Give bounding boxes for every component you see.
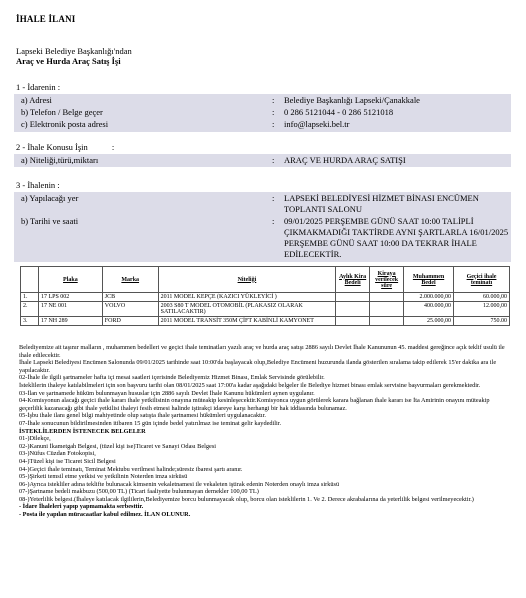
table-row (21, 302, 510, 317)
venue-value: LAPSEKİ BELEDİYESİ HİZMET BİNASI ENCÜMEN TOPLANTI SALONU (284, 193, 479, 214)
closing-note-2: - Posta ile yapılan müracaatlar kabul edilmez. İLAN OLUNUR. (19, 511, 191, 519)
cell-index: 2. (21, 302, 39, 317)
col-header-deposit: Geçici ihale teminatı (454, 267, 510, 293)
cell-nature: 2011 MODEL TRANSİT 350M ÇİFT KABİNLİ KAMYONET (158, 317, 336, 326)
cell-nature: 2003 S80 T MODEL OTOMOBİL (PLAKASIZ OLARAK SATILACAKTIR) (158, 302, 336, 317)
address-value: Belediye Başkanlığı Lapseki/Çanakkale (284, 95, 420, 105)
section-2-heading-text: 2 - İhale Konusu İşin (16, 142, 88, 152)
closing-note-1: - İdare İhaleleri yapıp yapmamakta serbesttir. (19, 503, 144, 511)
document-item: 04-)Geçici ihale teminatı, Teminat Mektubu verilmesi halinde;süresiz ibaresi şartı aranır. (19, 465, 243, 473)
cell-rent-period (370, 317, 404, 326)
col-header-index (21, 267, 39, 293)
colon: : (111, 142, 115, 152)
cell-rent-period (370, 293, 404, 302)
document-item: 07-)Şartname bedeli makbuzu (500,00 TL) (Ticari faaliyette bulunmayan dernekler 100,00 TL) (19, 488, 259, 496)
colon: : (272, 107, 275, 117)
colon: : (272, 193, 275, 203)
paragraph: İsteklilerin ihaleye katılabilmeleri için son başvuru tarihi olan 08/01/2025 saat 17:00'a kadar aşağıdaki belgeler ile Belediye hizmet binası emlak servisine başvurmaları gerekmektedir. (19, 381, 481, 389)
cell-estimated-value: 25.000,00 (404, 317, 454, 326)
paragraph: 02-İhale ile ilgili şartnameler hafta içi mesai saatleri içerisinde Belediyemiz Hizmet Binası, Emlak Servisinde görülebilir. (19, 374, 325, 382)
table-header-row (21, 267, 510, 293)
section-3-heading: 3 - İhalenin : (16, 180, 60, 190)
cell-deposit: 750.00 (454, 317, 510, 326)
nature-value: ARAÇ VE HURDA ARAÇ SATIŞI (284, 155, 406, 165)
datetime-label: b) Tarihi ve saati (21, 216, 79, 226)
document-item: 04-)Tüzel kişi ise Ticaret Sicil Belgesi (19, 457, 116, 465)
cell-plate: 17 NH 289 (38, 317, 102, 326)
col-header-nature: Niteliği (158, 267, 336, 293)
cell-deposit: 12.000,00 (454, 302, 510, 317)
terms-text (19, 344, 512, 519)
paragraph: İhale Lapseki Belediyesi Encümen Salonunda 09/01/2025 tarihinde saat 10:00'da başlayacak olup,Belediye Encümeni huzurunda ilanda gösterilen sıralama takip edilerek 15'er dakika ara ile yapılacaktır. (19, 359, 497, 374)
cell-monthly-rent (336, 302, 370, 317)
items-table (20, 266, 510, 326)
cell-estimated-value: 400.000,00 (404, 302, 454, 317)
col-header-brand: Marka (102, 267, 158, 293)
cell-brand: JCB (102, 293, 158, 302)
document-item: 06-)Ayrıca istekliler adına teklifte bulunacak kimsenin vekaletnamesi ile vekaleten iştirak edenin Noterden onaylı imza sirküsü (19, 480, 340, 488)
documents-heading: İSTEKLİLERDEN İSTENECEK BELGELER (19, 427, 146, 435)
cell-monthly-rent (336, 293, 370, 302)
section-2-heading (16, 142, 114, 152)
cell-rent-period (370, 302, 404, 317)
phone-value: 0 286 5121044 - 0 286 5121018 (284, 107, 394, 117)
nature-label: a) Niteliği,türü,miktarı (21, 155, 99, 165)
cell-index: 3. (21, 317, 39, 326)
issuer-name: Lapseki Belediye Başkanlığı'ndan (16, 46, 132, 56)
document-item: 05-)Şirketi temsil etme yetkisi ve yetkilinin Noterden imza sirküsü (19, 473, 188, 481)
cell-nature: 2011 MODEL KEPÇE (KAZICI YÜKLEYİCİ ) (158, 293, 336, 302)
address-label: a) Adresi (21, 95, 52, 105)
paragraph: Belediyemize ait taşınır malların , muhammen bedelleri ve geçici ihale teminatları yazılı araç ve hurda araç satışı 2886 sayılı Devlet İhale Kanununun 45. maddesi gereğince açık teklif usulü ile ihale edilecektir. (19, 344, 505, 359)
col-header-plate: Plaka (38, 267, 102, 293)
paragraph: 03-İlan ve şartnamede hüküm bulunmayan hususlar için 2886 sayılı Devlet İhale Kanunu hükümleri aynen uygulanır. (19, 389, 315, 397)
paragraph: 07-İhale sonucunun bildirilmesinden itibaren 15 gün içinde bedel yatırılmaz ise teminat gelir kaydedilir. (19, 419, 282, 427)
cell-brand: FORD (102, 317, 158, 326)
announcement-title: İHALE İLANI (16, 14, 76, 24)
document-item: 02-)Kanuni İkametgah Belgesi, (tüzel kişi ise)Ticaret ve Sanayi Odası Belgesi (19, 442, 217, 450)
section-1-heading: 1 - İdarenin : (16, 82, 61, 92)
document-item: 08-)Yeterlilik belgesi.(İhaleye katılacak ilgililerin,Belediyemize borcu bulunmayacak olup, borcu olan isteklilerin 1. Ve 2. Derece akrabalarına da yeterlilik belgesi verilmeyecektir.) (19, 495, 474, 503)
phone-label: b) Telefon / Belge geçer (21, 107, 103, 117)
cell-estimated-value: 2.000.000,00 (404, 293, 454, 302)
document-item: 03-)Nüfus Cüzdan Fotokopisi, (19, 450, 96, 458)
cell-plate: 17 NE 001 (38, 302, 102, 317)
venue-label: a) Yapılacağı yer (21, 193, 79, 203)
table-row (21, 293, 510, 302)
cell-deposit: 60.000,00 (454, 293, 510, 302)
document-item: 01-)Dilekçe, (19, 435, 51, 443)
table-row (21, 317, 510, 326)
cell-monthly-rent (336, 317, 370, 326)
announcement-subject: Araç ve Hurda Araç Satış İşi (16, 56, 121, 66)
email-value: info@lapseki.bel.tr (284, 119, 350, 129)
datetime-value: 09/01/2025 PERŞEMBE GÜNÜ SAAT 10:00 TALİPLİ ÇIKMAKMADIĞI TAKTİRDE AYNI ŞARTLARLA 16/01/2025 PERŞEMBE GÜNÜ SAAT 10:00 DA TEKRAR İHALE EDİLECEKTİR. (284, 216, 509, 259)
cell-index: 1. (21, 293, 39, 302)
col-header-estimated-value: Muhammen Bedel (404, 267, 454, 293)
colon: : (272, 95, 275, 105)
colon: : (272, 155, 275, 165)
col-header-monthly-rent: Aylık Kira Bedeli (336, 267, 370, 293)
email-label: c) Elektronik posta adresi (21, 119, 109, 129)
cell-plate: 17 LPS 002 (38, 293, 102, 302)
col-header-rent-period: Kiraya verilecek süre (370, 267, 404, 293)
paragraph: 05-İşbu ihale ilanı genel bilgi mahiyetinde olup satışta ihale şartnamesi hükümleri uygulanacaktır. (19, 412, 266, 420)
colon: : (272, 119, 275, 129)
colon: : (272, 216, 275, 226)
paragraph: 04-Komisyonun alacağı geçici ihale kararı ihale yetkilisinin onayına müteakip kesinleşecektir.Komisyonca uygun görülerek karara bağlanan ihale kararı ise İta Amirinin onayını müteakip geçerlilik kazanacağı gibi ihale yetkilisi ihaleyi fesih etmesi halinde iştirakçi idareye karşı herhangi bir hak iddiasında bulunamaz. (19, 397, 490, 412)
cell-brand: VOLVO (102, 302, 158, 317)
